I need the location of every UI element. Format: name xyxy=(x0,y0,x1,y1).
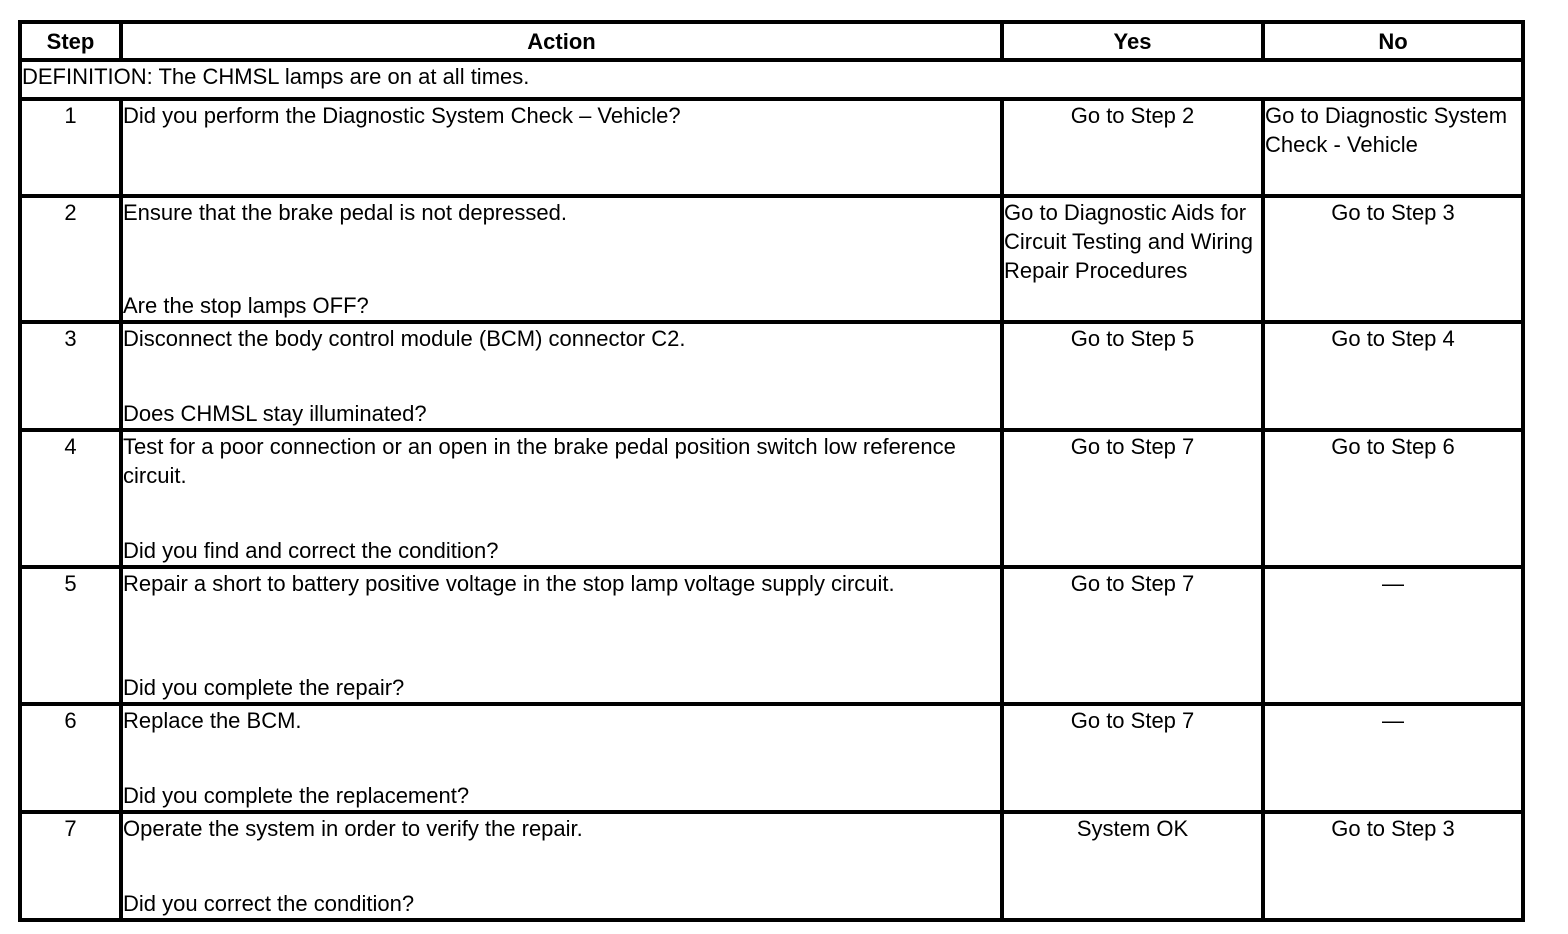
action-cell xyxy=(121,567,1002,704)
action-question: Did you find and correct the condition? xyxy=(123,538,499,564)
no-result: Go to Step 3 xyxy=(1263,812,1523,920)
step-number: 2 xyxy=(20,196,121,323)
step-number: 3 xyxy=(20,322,121,430)
action-instruction: Repair a short to battery positive voltage in the stop lamp voltage supply circuit. xyxy=(123,571,895,597)
action-cell xyxy=(121,99,1002,196)
header-action: Action xyxy=(121,22,1002,60)
header-row xyxy=(20,22,1523,60)
action-instruction: Ensure that the brake pedal is not depressed. xyxy=(123,199,567,225)
yes-result: Go to Step 7 xyxy=(1002,430,1263,567)
yes-result: Go to Diagnostic Aids for Circuit Testing and Wiring Repair Procedures xyxy=(1002,196,1263,323)
action-cell xyxy=(121,704,1002,812)
definition-row xyxy=(20,60,1523,99)
step-number: 7 xyxy=(20,812,121,920)
no-result: — xyxy=(1263,704,1523,812)
diagnostic-table xyxy=(18,20,1525,922)
table-row xyxy=(20,812,1523,920)
step-number: 5 xyxy=(20,567,121,704)
table-row xyxy=(20,196,1523,323)
action-question: Did you correct the condition? xyxy=(123,891,415,916)
table-row xyxy=(20,99,1523,196)
header-step: Step xyxy=(20,22,121,60)
action-instruction: Operate the system in order to verify the repair. xyxy=(123,815,583,841)
step-number: 6 xyxy=(20,704,121,812)
table-row xyxy=(20,567,1523,704)
action-question: Did you complete the repair? xyxy=(123,674,405,700)
step-number: 4 xyxy=(20,430,121,567)
header-no: No xyxy=(1263,22,1523,60)
action-instruction: Test for a poor connection or an open in the brake pedal position switch low reference circuit. xyxy=(123,434,956,489)
action-instruction: Disconnect the body control module (BCM) connector C2. xyxy=(123,326,686,352)
action-cell xyxy=(121,812,1002,920)
yes-result: System OK xyxy=(1002,812,1263,920)
action-cell xyxy=(121,196,1002,323)
action-question: Are the stop lamps OFF? xyxy=(123,293,369,319)
step-number: 1 xyxy=(20,99,121,196)
no-result: Go to Step 6 xyxy=(1263,430,1523,567)
yes-result: Go to Step 7 xyxy=(1002,704,1263,812)
yes-result: Go to Step 5 xyxy=(1002,322,1263,430)
action-cell xyxy=(121,322,1002,430)
action-instruction: Replace the BCM. xyxy=(123,707,302,733)
no-result: Go to Step 3 xyxy=(1263,196,1523,323)
table-row xyxy=(20,322,1523,430)
action-question: Does CHMSL stay illuminated? xyxy=(123,401,427,427)
table-row xyxy=(20,430,1523,567)
action-cell xyxy=(121,430,1002,567)
action-instruction: Did you perform the Diagnostic System Check – Vehicle? xyxy=(123,103,681,129)
definition-text: DEFINITION: The CHMSL lamps are on at all times. xyxy=(20,60,1523,99)
no-result: Go to Step 4 xyxy=(1263,322,1523,430)
table-row xyxy=(20,704,1523,812)
yes-result: Go to Step 7 xyxy=(1002,567,1263,704)
header-yes: Yes xyxy=(1002,22,1263,60)
action-question: Did you complete the replacement? xyxy=(123,782,470,808)
no-result: — xyxy=(1263,567,1523,704)
no-result: Go to Diagnostic System Check - Vehicle xyxy=(1263,99,1523,196)
yes-result: Go to Step 2 xyxy=(1002,99,1263,196)
